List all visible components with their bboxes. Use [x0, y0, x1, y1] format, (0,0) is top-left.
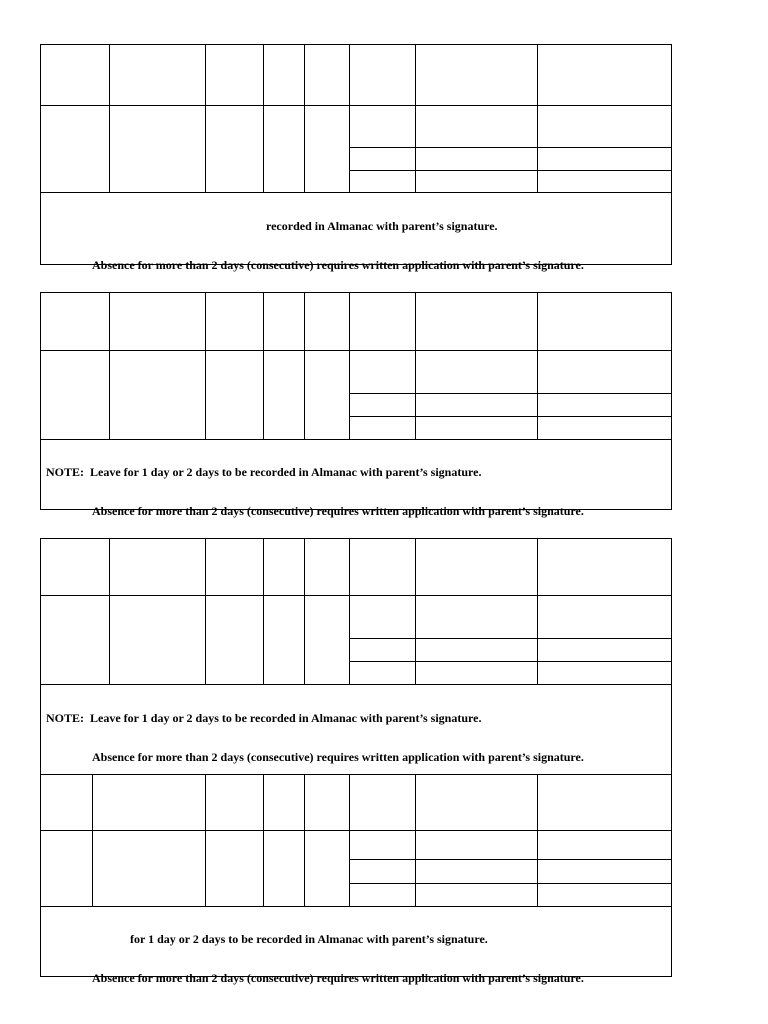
- table-row-line: [349, 416, 672, 417]
- table-column-line: [205, 774, 206, 906]
- table-column-line: [304, 44, 305, 192]
- note-line-1: for 1 day or 2 days to be recorded in Almanac with parent’s signature.: [130, 932, 488, 946]
- note-line-2: Absence for more than 2 days (consecutive) requires written application with parent’s signature.: [92, 504, 584, 518]
- note-line-1: NOTE: Leave for 1 day or 2 days to be recorded in Almanac with parent’s signature.: [46, 711, 482, 725]
- table-row-line: [349, 393, 672, 394]
- table-column-line: [109, 292, 110, 439]
- table-row-line: [349, 661, 672, 662]
- table-column-line: [415, 44, 416, 192]
- table-column-line: [205, 292, 206, 439]
- table-column-line: [304, 292, 305, 439]
- leave-note: [40, 907, 672, 1011]
- leave-note: [40, 194, 672, 298]
- table-column-line: [304, 774, 305, 906]
- table-column-line: [205, 44, 206, 192]
- table-column-line: [415, 774, 416, 906]
- table-column-line: [109, 538, 110, 684]
- table-column-line: [263, 292, 264, 439]
- table-column-line: [415, 538, 416, 684]
- table-row-line: [349, 859, 672, 860]
- table-column-line: [349, 44, 350, 192]
- table-column-line: [92, 774, 93, 906]
- table-column-line: [537, 292, 538, 439]
- table-row-line: [349, 147, 672, 148]
- table-column-line: [263, 44, 264, 192]
- table-row-line: [40, 595, 672, 596]
- table-column-line: [109, 44, 110, 192]
- table-row-line: [349, 170, 672, 171]
- note-line-1: NOTE: Leave for 1 day or 2 days to be recorded in Almanac with parent’s signature.: [46, 465, 482, 479]
- table-column-line: [263, 774, 264, 906]
- note-line-1: recorded in Almanac with parent’s signature.: [266, 219, 498, 233]
- table-border: [40, 292, 672, 293]
- table-column-line: [304, 538, 305, 684]
- table-column-line: [537, 774, 538, 906]
- note-line-2: Absence for more than 2 days (consecutive) requires written application with parent’s signature.: [92, 750, 584, 764]
- table-border: [40, 774, 672, 775]
- table-column-line: [537, 44, 538, 192]
- table-row-line: [40, 350, 672, 351]
- table-border: [40, 538, 672, 539]
- table-row-line: [40, 684, 672, 685]
- note-line-2: Absence for more than 2 days (consecutive) requires written application with parent’s signature.: [92, 258, 584, 272]
- table-column-line: [349, 774, 350, 906]
- table-row-line: [349, 638, 672, 639]
- table-column-line: [349, 292, 350, 439]
- leave-note: [40, 440, 672, 544]
- table-column-line: [349, 538, 350, 684]
- table-column-line: [415, 292, 416, 439]
- table-border: [40, 44, 672, 45]
- note-line-2: Absence for more than 2 days (consecutive) requires written application with parent’s signature.: [92, 971, 584, 985]
- table-row-line: [40, 192, 672, 193]
- table-column-line: [263, 538, 264, 684]
- table-column-line: [205, 538, 206, 684]
- table-row-line: [349, 883, 672, 884]
- table-row-line: [40, 105, 672, 106]
- table-column-line: [537, 538, 538, 684]
- table-row-line: [40, 830, 672, 831]
